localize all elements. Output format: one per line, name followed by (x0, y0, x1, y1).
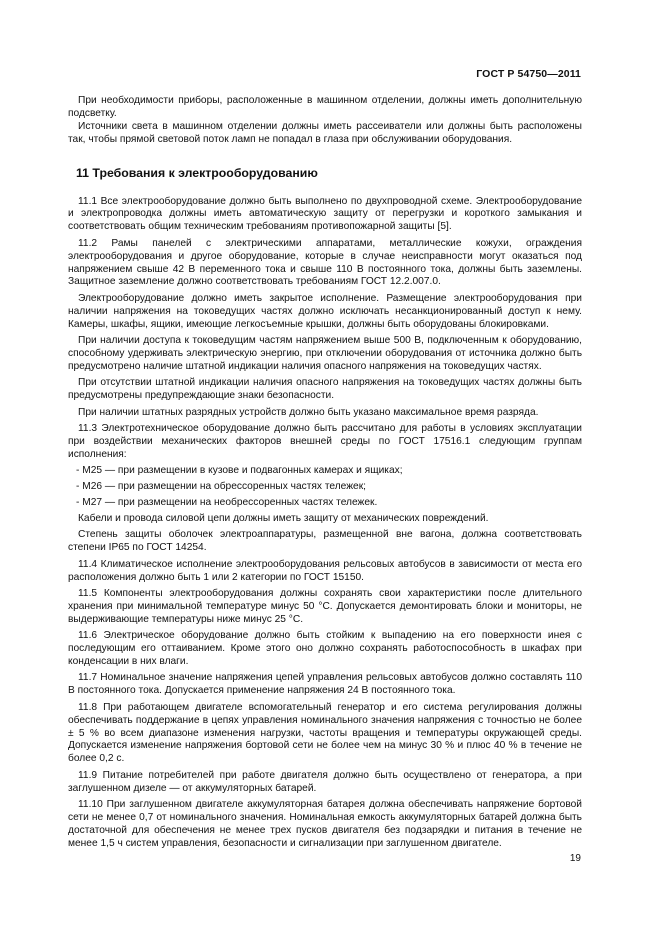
paragraph: 11.9 Питание потребителей при работе двигателя должно быть осуществлено от генератора, а при заглушенном дизеле — от аккумуляторных батарей. (68, 769, 582, 794)
list-item: - М26 — при размещении на обрессоренных частях тележек; (76, 480, 366, 492)
list-item: - М25 — при размещении в кузове и подвагонных камерах и ящиках; (76, 464, 403, 476)
paragraph: 11.7 Номинальное значение напряжения цепей управления рельсовых автобусов должно составлять 110 В постоянного тока. Допускается применение напряжения 24 В постоянного тока. (68, 672, 582, 697)
page-content (68, 95, 582, 851)
list-item: - М27 — при размещении на необрессоренных частях тележек. (76, 496, 378, 508)
section-heading: 11 Требования к электрооборудованию (76, 165, 318, 180)
paragraph: При наличии доступа к токоведущим частям напряжением выше 500 В, подключенным к оборудованию, способному удерживать электрическую энергию, при отключении оборудования от источника должно быть предусмотрено наличие штатной индикации наличия опасного напряжения на токоведущих частях. (68, 335, 582, 372)
paragraph: При необходимости приборы, расположенные в машинном отделении, должны иметь дополнительную подсветку. (68, 95, 582, 119)
paragraph: 11.2 Рамы панелей с электрическими аппаратами, металлические кожухи, ограждения электрооборудования и другое оборудование, которые в случае неисправности могут оказаться под напряжением свыше 42 В переменного тока и свыше 110 В постоянного тока, должны быть заземлены. Защитное заземление должно соответствовать требованиям ГОСТ 12.2.007.0. (68, 237, 582, 288)
paragraph: 11.1 Все электрооборудование должно быть выполнено по двухпроводной схеме. Электрооборудование и электропроводка должны иметь автоматическую защиту от перегрузки и короткого замыкания и соответствовать общим техническим требованиям противопожарной защиты [5]. (68, 195, 582, 233)
paragraph: 11.10 При заглушенном двигателе аккумуляторная батарея должна обеспечивать напряжение бортовой сети не менее 0,7 от номинального значения. Номинальная емкость аккумуляторных батарей должна быть достаточной для обеспечения не менее трех пусков двигателя без подзарядки и питания в течение не менее 1,5 ч систем управления, безопасности и сигнализации при заглушенном двигателе. (68, 799, 582, 849)
paragraph: 11.8 При работающем двигателе вспомогательный генератор и его система регулирования должны обеспечивать поддержание в цепях управления номинального значения напряжения с точностью не более ± 5 % во всем диапазоне изменения нагрузки, частоты вращения и температуры окружающей среды. Допускается изменение напряжения бортовой сети не более чем на минус 30 % и плюс 40 % в течение не более 0,2 с. (68, 701, 582, 765)
standard-header: ГОСТ Р 54750—2011 (476, 68, 581, 80)
paragraph: При отсутствии штатной индикации наличия опасного напряжения на токоведущих частях должны быть предусмотрены предупреждающие знаки безопасности. (68, 377, 582, 402)
paragraph: 11.5 Компоненты электрооборудования должны сохранять свои характеристики после длительного хранения при минимальной температуре минус 50 °С. Допускается демонтировать блоки и мониторы, не выдерживающие температуры ниже минус 25 °С. (68, 588, 582, 625)
paragraph: 11.6 Электрическое оборудование должно быть стойким к выпадению на его поверхности инея с последующим его оттаиванием. Кроме этого оно должно сохранять работоспособность в шкафах при конденсации в них влаги. (68, 630, 582, 668)
paragraph: 11.4 Климатическое исполнение электрооборудования рельсовых автобусов в зависимости от места его расположения должно быть 1 или 2 категории по ГОСТ 15150. (68, 558, 582, 583)
paragraph: 11.3 Электротехническое оборудование должно быть рассчитано для работы в условиях эксплуатации при воздействии механических факторов внешней среды по ГОСТ 17516.1 следующим группам исполнения: (68, 423, 582, 460)
paragraph: Электрооборудование должно иметь закрытое исполнение. Размещение электрооборудования при наличии напряжения на токоведущих частях должно исключать несанкционированный доступ к нему. Камеры, шкафы, ящики, имеющие легкосъемные крышки, должны быть оборудованы блокировками. (68, 292, 582, 330)
paragraph: Степень защиты оболочек электроаппаратуры, размещенной вне вагона, должна соответствовать степени IP65 по ГОСТ 14254. (68, 529, 582, 554)
page-number: 19 (569, 853, 581, 864)
paragraph: Кабели и провода силовой цепи должны иметь защиту от механических повреждений. (78, 512, 489, 524)
paragraph: Источники света в машинном отделении должны иметь рассеиватели или должны быть расположены так, чтобы прямой световой поток ламп не попадал в глаза при обслуживании оборудования. (68, 120, 582, 145)
paragraph: При наличии штатных разрядных устройств должно быть указано максимальное время разряда. (78, 406, 539, 418)
